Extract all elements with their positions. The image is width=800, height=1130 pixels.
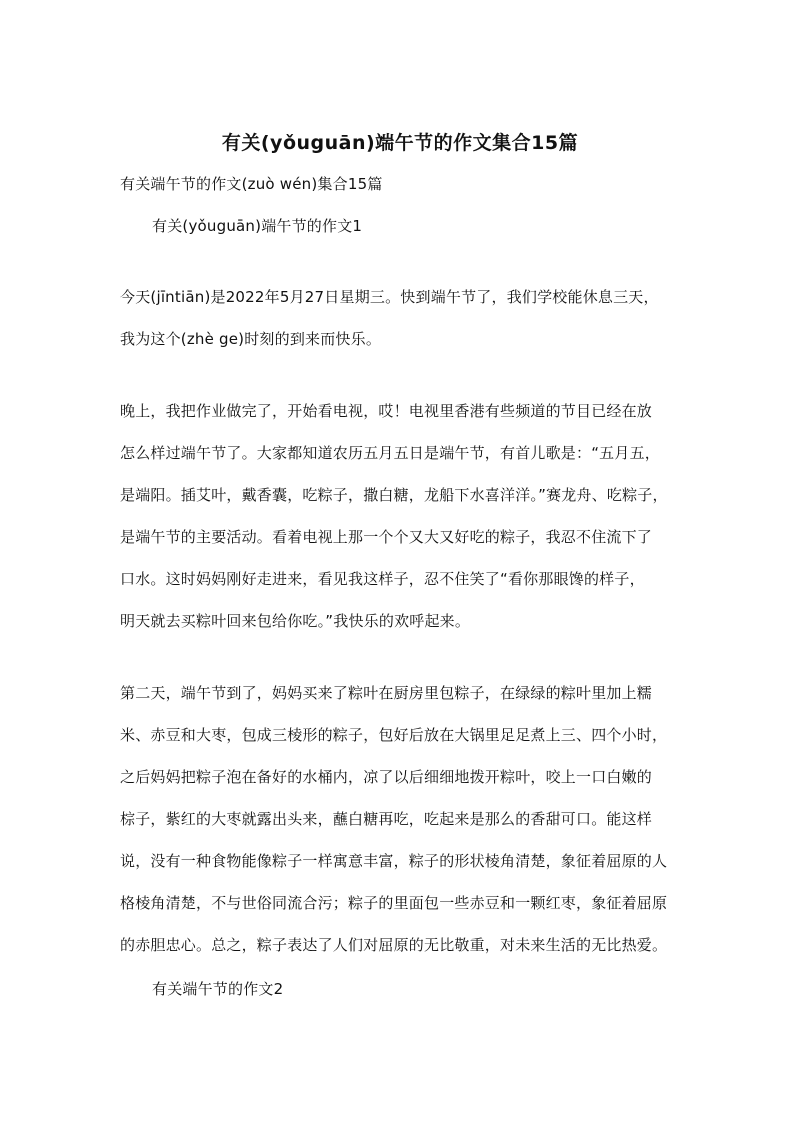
para3-line-5: 说，没有一种食物能像粽子一样寓意丰富，粽子的形状棱角清楚，象征着屈原的人 — [120, 852, 668, 870]
para3-line-7: 的赤胆忠心。总之，粽子表达了人们对屈原的无比敬重，对未来生活的无比热爱。 — [120, 936, 668, 954]
para3-line-3: 之后妈妈把粽子泡在备好的水桶内，凉了以后细细地拨开粽叶，咬上一口白嫩的 — [120, 768, 653, 786]
section-heading-2: 有关端午节的作文2 — [152, 980, 284, 998]
para2-line-2: 怎么样过端午节了。大家都知道农历五月五日是端午节，有首儿歌是：“五月五， — [120, 444, 660, 462]
para1-line-2: 我为这个(zhè ge)时刻的到来而快乐。 — [120, 330, 382, 348]
para1-line-1: 今天(jīntiān)是2022年5月27日星期三。快到端午节了，我们学校能休息三天， — [120, 288, 659, 306]
para3-line-4: 棕子，紫红的大枣就露出头来，蘸白糖再吃，吃起来是那么的香甜可口。能这样 — [120, 810, 653, 828]
para2-line-6: 明天就去买粽叶回来包给你吃。”我快乐的欢呼起来。 — [120, 612, 471, 630]
para3-line-2: 米、赤豆和大枣，包成三棱形的粽子，包好后放在大锅里足足煮上三、四个小时， — [120, 726, 668, 744]
para2-line-5: 口水。这时妈妈刚好走进来，看见我这样子，忍不住笑了“看你那眼馋的样子， — [120, 570, 645, 588]
para2-line-4: 是端午节的主要活动。看着电视上那一个个又大又好吃的粽子，我忍不住流下了 — [120, 528, 653, 546]
section-heading-1: 有关(yǒuguān)端午节的作文1 — [152, 217, 363, 235]
document-subtitle: 有关端午节的作文(zuò wén)集合15篇 — [120, 175, 383, 193]
document-title: 有关(yǒuguān)端午节的作文集合15篇 — [221, 132, 579, 154]
para2-line-3: 是端阳。插艾叶，戴香囊，吃粽子，撒白糖，龙船下水喜洋洋。”赛龙舟、吃粽子， — [120, 486, 668, 504]
para3-line-6: 格棱角清楚，不与世俗同流合污；粽子的里面包一些赤豆和一颗红枣，象征着屈原 — [120, 894, 668, 912]
para2-line-1: 晚上，我把作业做完了，开始看电视，哎！电视里香港有些频道的节目已经在放 — [120, 402, 653, 420]
para3-line-1: 第二天，端午节到了，妈妈买来了粽叶在厨房里包粽子，在绿绿的粽叶里加上糯 — [120, 684, 653, 702]
